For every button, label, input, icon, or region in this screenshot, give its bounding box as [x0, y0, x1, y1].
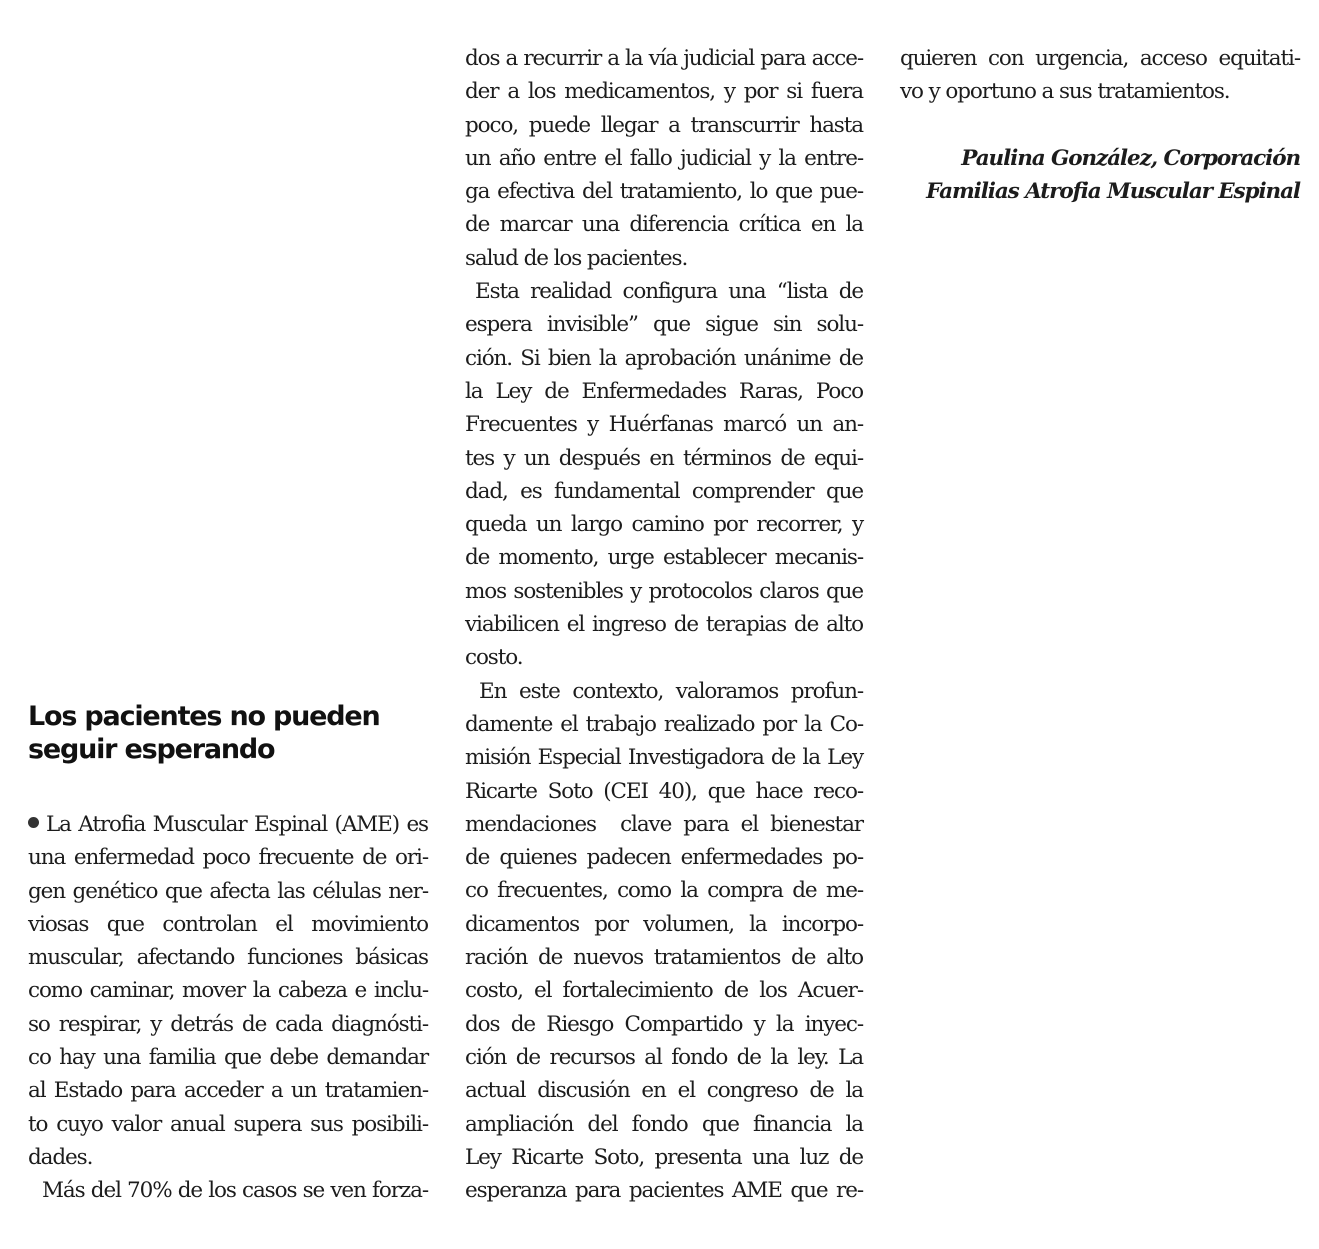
- paragraph-2: [28, 1174, 428, 1207]
- text-line: vo y oportuno a sus tratamientos.: [900, 79, 1230, 105]
- column-3: [900, 42, 1300, 208]
- column-2: [465, 42, 863, 1207]
- article-headline: [28, 700, 428, 766]
- text-line: der a los medicamentos, y por si fuera: [465, 79, 863, 105]
- text-line: Ricarte Soto (CEI 40), que hace reco-: [465, 778, 863, 804]
- text-line: viabilicen el ingreso de terapias de alto: [465, 612, 863, 638]
- text-line: dad, es fundamental comprender que: [465, 478, 863, 504]
- text-line: ción de recursos al fondo de la ley. La: [465, 1044, 863, 1070]
- text-line: to cuyo valor anual supera sus posibili-: [28, 1111, 428, 1137]
- text-line: la Ley de Enfermedades Raras, Poco: [465, 378, 863, 404]
- text-line: costo.: [465, 645, 523, 671]
- text-line: dades.: [28, 1144, 93, 1170]
- text-line: co hay una familia que debe demandar: [28, 1045, 428, 1071]
- text-line: dos de Riesgo Compartido y la inyec-: [465, 1011, 863, 1037]
- text-line: como caminar, mover la cabeza e inclu-: [28, 978, 428, 1004]
- text-line: de momento, urge establecer mecanis-: [465, 545, 863, 571]
- text-line: La Atrofia Muscular Espinal (AME) es: [28, 808, 428, 841]
- text-line: damente el trabajo realizado por la Co-: [465, 711, 863, 737]
- paragraph-3: [465, 42, 863, 275]
- text-line: queda un largo camino por recorrer, y: [465, 512, 863, 538]
- text-line: ampliación del fondo que financia la: [465, 1111, 863, 1137]
- text-line: esperanza para pacientes AME que re-: [465, 1178, 863, 1204]
- text-line: En este contexto, valoramos profun-: [479, 678, 863, 704]
- headline-line-2: seguir esperando: [28, 734, 275, 765]
- text-line: co frecuentes, como la compra de me-: [465, 878, 863, 904]
- text-line: Esta realidad configura una “lista de: [475, 279, 863, 305]
- text-line: mos sostenibles y protocolos claros que: [465, 578, 863, 604]
- text-line: costo, el fortalecimiento de los Acuer-: [465, 978, 863, 1004]
- bullet-icon: [28, 817, 39, 828]
- signature-line-2: Familias Atrofia Muscular Espinal: [926, 178, 1300, 204]
- text-line: quieren con urgencia, acceso equitati-: [900, 46, 1300, 71]
- text-line: ración de nuevos tratamientos de alto: [465, 945, 863, 971]
- column-1: [28, 700, 428, 1208]
- text-line: una enfermedad poco frecuente de ori-: [28, 845, 428, 871]
- text-line: viosas que controlan el movimiento: [28, 911, 428, 937]
- text-line: so respirar, y detrás de cada diagnósti-: [28, 1011, 428, 1037]
- signature-line-1: Paulina González, Corporación: [961, 145, 1300, 171]
- text-line: salud de los pacientes.: [465, 245, 688, 271]
- text-line: poco, puede llegar a transcurrir hasta: [465, 112, 863, 138]
- paragraph-1: [28, 808, 428, 1174]
- text-line: tes y un después en términos de equi-: [465, 445, 863, 471]
- text-line: de marcar una diferencia crítica en la: [465, 212, 863, 238]
- text-line: gen genético que afecta las células ner-: [28, 878, 428, 904]
- text-line: espera invisible” que sigue sin solu-: [465, 312, 863, 338]
- text-line: un año entre el fallo judicial y la entre-: [465, 145, 863, 171]
- paragraph-5: [465, 675, 863, 1208]
- text-line: dicamentos por volumen, la incorpo-: [465, 911, 863, 937]
- text-line: Más del 70% de los casos se ven forza-: [42, 1178, 428, 1204]
- text-line: dos a recurrir a la vía judicial para acce-: [465, 46, 863, 71]
- paragraph-4: [465, 275, 863, 675]
- text-line: ga efectiva del tratamiento, lo que pue-: [465, 179, 863, 205]
- text-line: ción. Si bien la aprobación unánime de: [465, 345, 863, 371]
- text-line: actual discusión en el congreso de la: [465, 1078, 863, 1104]
- text-line: muscular, afectando funciones básicas: [28, 945, 428, 971]
- text-line: Ley Ricarte Soto, presenta una luz de: [465, 1144, 863, 1170]
- text-line: mendaciones clave para el bienestar: [465, 811, 863, 837]
- author-signature: [900, 142, 1300, 209]
- text-line: al Estado para acceder a un tratamien-: [28, 1078, 428, 1104]
- text-line: Frecuentes y Huérfanas marcó un an-: [465, 412, 863, 438]
- text-line: misión Especial Investigadora de la Ley: [465, 745, 863, 771]
- text-line: de quienes padecen enfermedades po-: [465, 845, 863, 871]
- paragraph-6: [900, 42, 1300, 109]
- headline-line-1: Los pacientes no pueden: [28, 701, 380, 732]
